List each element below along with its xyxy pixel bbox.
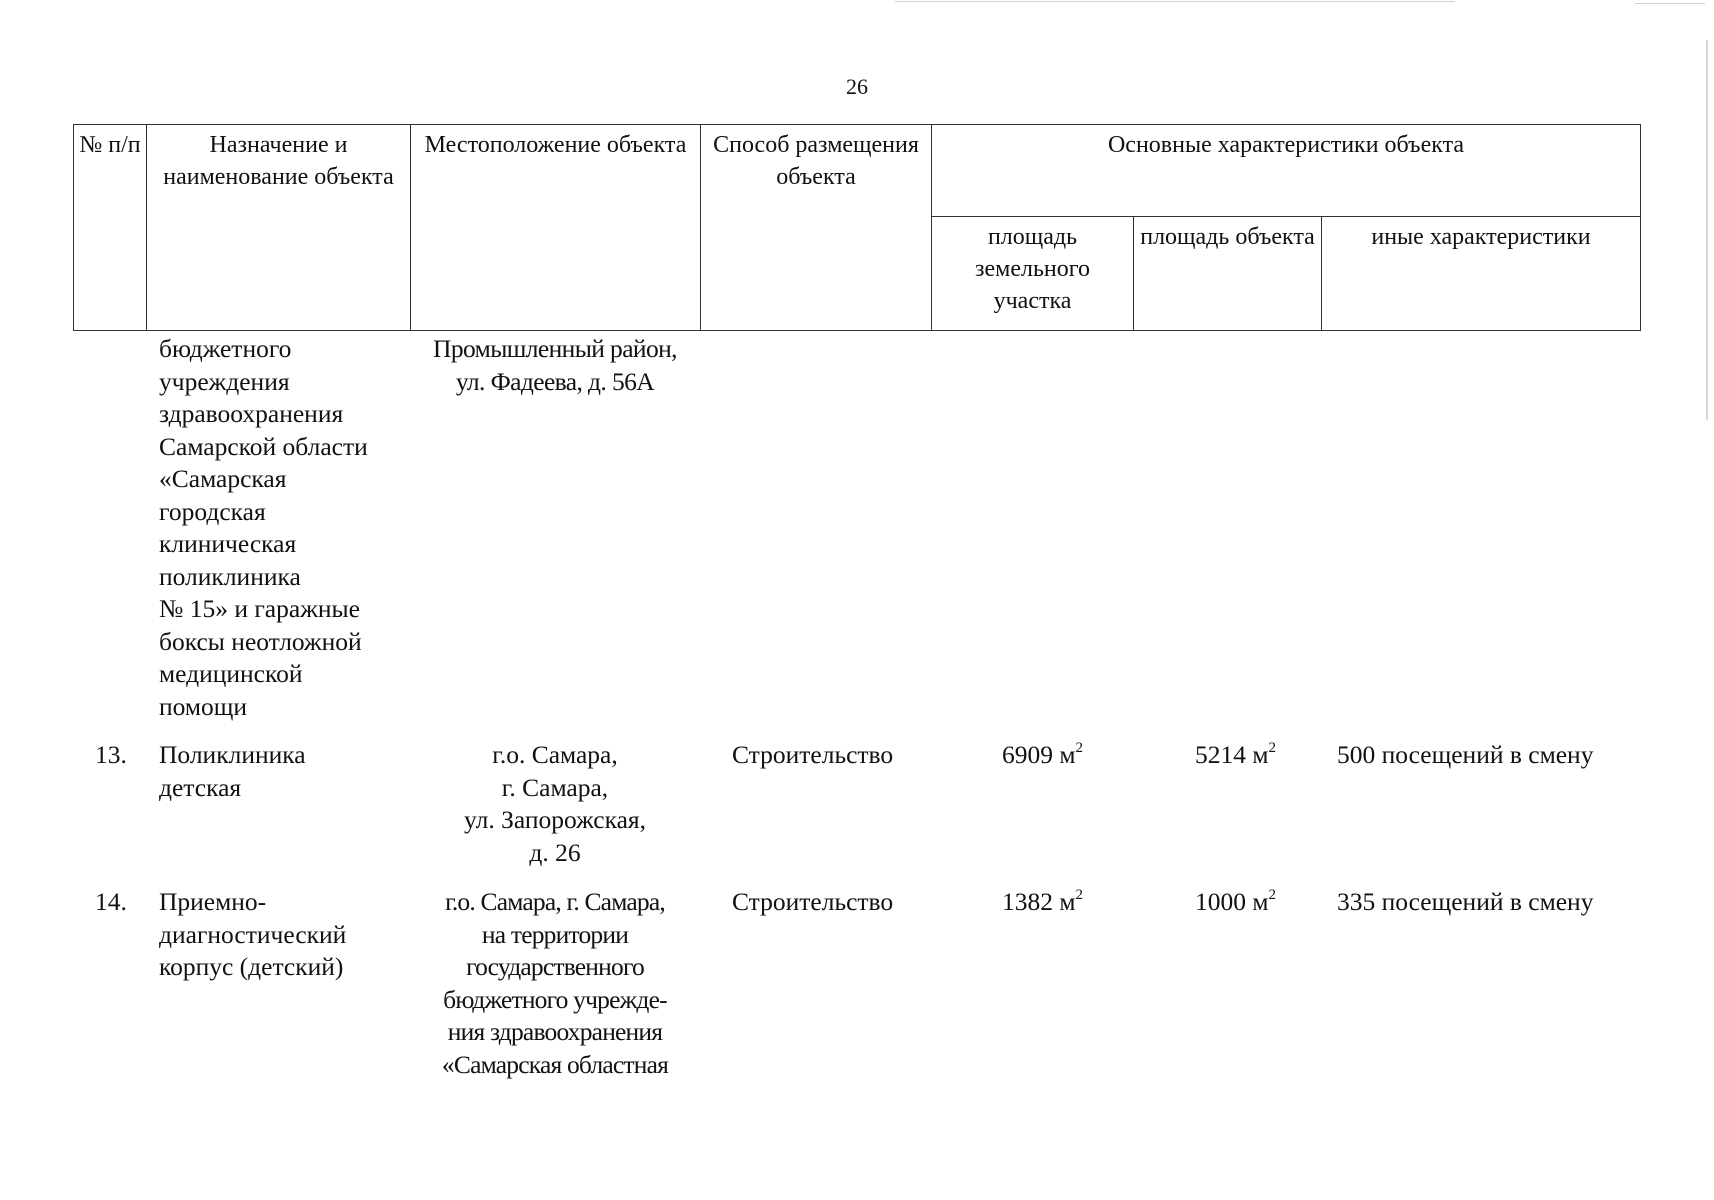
row-13-object-area <box>1140 739 1276 772</box>
area-value: 1000 м <box>1194 887 1269 916</box>
row-13-num: 13. <box>95 740 127 769</box>
row-13-land-area <box>950 739 1083 772</box>
header-object-area: площадь объекта <box>1134 217 1322 331</box>
text-line: Приемно- <box>159 887 267 916</box>
scan-artifact-top-line <box>895 1 1455 2</box>
text-line: г. Самара, <box>501 772 609 802</box>
text-line: Промышленный район, <box>433 334 677 363</box>
area-value: 5214 м <box>1194 740 1269 769</box>
continuation-location <box>410 333 700 398</box>
row-13-method: Строительство <box>732 740 894 769</box>
header-method: Способ размещения объекта <box>701 125 932 331</box>
header-name: Назначение и наименование объекта <box>147 125 411 331</box>
text-line: Самарской области <box>159 431 368 461</box>
text-line: государственного <box>466 952 644 981</box>
row-13-location <box>430 739 680 869</box>
area-superscript: 2 <box>1268 740 1276 756</box>
text-line: боксы неотложной <box>159 626 362 656</box>
text-line: Поликлиника <box>159 740 306 769</box>
text-line: поликлиника <box>159 561 301 591</box>
text-line: городская <box>159 496 266 526</box>
scan-artifact-top-right <box>1635 3 1705 4</box>
row-14-location <box>420 886 690 1081</box>
text-line: на территории <box>481 919 629 949</box>
header-num: № п/п <box>74 125 147 331</box>
text-line: корпус (детский) <box>159 952 344 981</box>
row-14-name <box>159 886 346 984</box>
area-superscript: 2 <box>1075 887 1083 903</box>
row-14-land-area <box>950 886 1083 919</box>
text-line: помощи <box>159 691 248 721</box>
table-header <box>73 124 1641 331</box>
text-line: «Самарская <box>159 464 287 493</box>
row-13-name <box>159 739 306 804</box>
text-line: ул. Фадеева, д. 56А <box>455 366 655 396</box>
text-line: ул. Запорожская, <box>463 805 647 834</box>
row-14-num: 14. <box>95 887 127 916</box>
row-13-other: 500 посещений в смену <box>1337 740 1594 769</box>
text-line: детская <box>159 772 242 802</box>
header-other: иные характеристики <box>1322 217 1641 331</box>
area-value: 1382 м <box>1001 887 1076 916</box>
text-line: № 15» и гаражные <box>159 594 360 623</box>
area-value: 6909 м <box>1001 740 1076 769</box>
text-line: учреждения <box>159 366 290 396</box>
continuation-name <box>159 333 368 723</box>
area-superscript: 2 <box>1268 887 1276 903</box>
text-line: медицинской <box>159 659 303 688</box>
area-superscript: 2 <box>1075 740 1083 756</box>
text-line: клиническая <box>159 529 297 558</box>
row-14-other: 335 посещений в смену <box>1337 887 1594 916</box>
text-line: д. 26 <box>529 837 581 867</box>
text-line: ния здравоохранения <box>447 1017 663 1046</box>
header-main-characteristics: Основные характеристики объекта <box>932 125 1641 217</box>
text-line: бюджетного учрежде- <box>443 984 667 1014</box>
row-14-object-area <box>1140 886 1276 919</box>
text-line: бюджетного <box>159 334 292 363</box>
text-line: диагностический <box>159 919 347 949</box>
text-line: г.о. Самара, <box>492 740 618 769</box>
row-14-method: Строительство <box>732 887 894 916</box>
text-line: здравоохранения <box>159 399 344 428</box>
text-line: «Самарская областная <box>441 1049 669 1079</box>
page-number: 26 <box>846 74 868 99</box>
header-land-area: площадь земельного участка <box>932 217 1134 331</box>
header-location: Местоположение объекта <box>411 125 701 331</box>
text-line: г.о. Самара, г. Самара, <box>445 887 665 916</box>
